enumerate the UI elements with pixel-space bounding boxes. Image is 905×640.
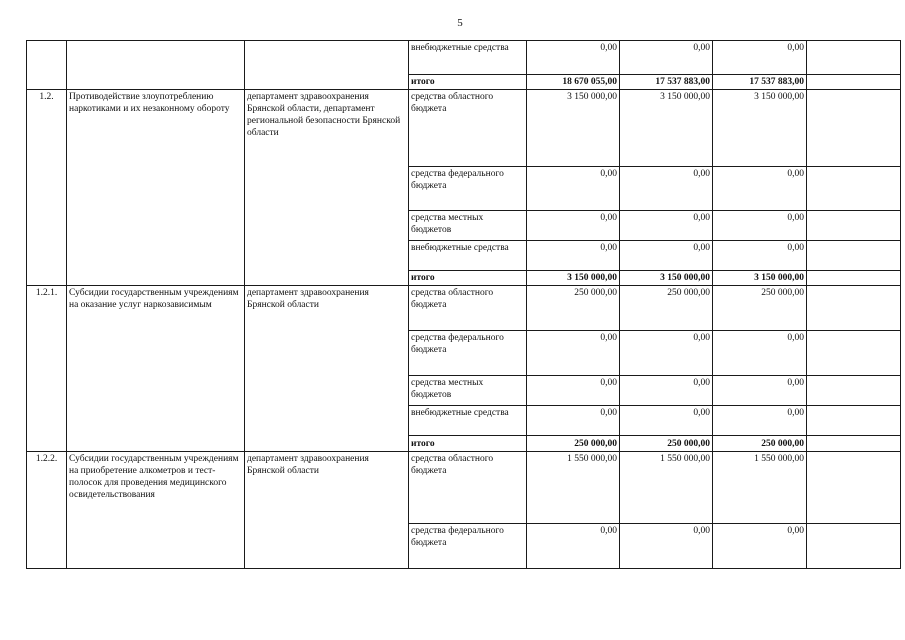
value-cell: 0,00 [527, 241, 620, 271]
section-title: Субсидии государственным учреждениям на приобретение алкометров и тест-полосок для проведения медицинского освидетельствования [67, 452, 245, 569]
table-row [27, 90, 901, 167]
empty-cell [807, 41, 901, 75]
value-cell: 1 550 000,00 [713, 452, 807, 524]
value-cell: 0,00 [620, 406, 713, 436]
source-cell: итого [409, 75, 527, 90]
value-cell: 0,00 [527, 524, 620, 569]
value-cell: 0,00 [713, 41, 807, 75]
empty-cell [807, 376, 901, 406]
value-cell: 0,00 [620, 211, 713, 241]
value-cell: 0,00 [527, 167, 620, 211]
value-cell: 0,00 [713, 167, 807, 211]
value-cell: 250 000,00 [713, 286, 807, 331]
value-cell: 0,00 [713, 211, 807, 241]
table-row [27, 286, 901, 331]
value-cell: 0,00 [620, 376, 713, 406]
value-cell: 1 550 000,00 [620, 452, 713, 524]
value-cell: 3 150 000,00 [713, 271, 807, 286]
empty-cell [807, 90, 901, 167]
source-cell: итого [409, 436, 527, 452]
value-cell: 0,00 [527, 41, 620, 75]
section-code: 1.2. [27, 90, 67, 286]
value-cell: 17 537 883,00 [620, 75, 713, 90]
value-cell: 17 537 883,00 [713, 75, 807, 90]
section-executor: департамент здравоохранения Брянской области [245, 452, 409, 569]
empty-cell [807, 331, 901, 376]
empty-cell [807, 406, 901, 436]
value-cell: 0,00 [713, 524, 807, 569]
empty-cell [807, 75, 901, 90]
value-cell: 3 150 000,00 [620, 271, 713, 286]
page-number: 5 [457, 17, 463, 29]
value-cell: 0,00 [713, 406, 807, 436]
source-cell: средства областного бюджета [409, 90, 527, 167]
section-code: 1.2.2. [27, 452, 67, 569]
value-cell: 3 150 000,00 [527, 90, 620, 167]
empty-cell [807, 524, 901, 569]
source-cell: средства местных бюджетов [409, 376, 527, 406]
value-cell: 0,00 [620, 167, 713, 211]
source-cell: средства местных бюджетов [409, 211, 527, 241]
source-cell: итого [409, 271, 527, 286]
code-cell [27, 41, 67, 90]
source-cell: средства федерального бюджета [409, 524, 527, 569]
value-cell: 0,00 [527, 331, 620, 376]
value-cell: 250 000,00 [620, 286, 713, 331]
source-cell: средства федерального бюджета [409, 167, 527, 211]
section-title: Субсидии государственным учреждениям на оказание услуг наркозависимым [67, 286, 245, 452]
empty-cell [807, 452, 901, 524]
source-cell: средства областного бюджета [409, 286, 527, 331]
source-cell: средства областного бюджета [409, 452, 527, 524]
section-title: Противодействие злоупотреблению наркотиками и их незаконному обороту [67, 90, 245, 286]
value-cell: 0,00 [620, 241, 713, 271]
value-cell: 250 000,00 [620, 436, 713, 452]
value-cell: 1 550 000,00 [527, 452, 620, 524]
table-row [27, 41, 901, 75]
source-cell: внебюджетные средства [409, 241, 527, 271]
empty-cell [807, 286, 901, 331]
executor-cell [245, 41, 409, 90]
value-cell: 3 150 000,00 [713, 90, 807, 167]
value-cell: 250 000,00 [527, 436, 620, 452]
value-cell: 0,00 [620, 331, 713, 376]
value-cell: 3 150 000,00 [527, 271, 620, 286]
source-cell: внебюджетные средства [409, 41, 527, 75]
empty-cell [807, 436, 901, 452]
value-cell: 0,00 [527, 376, 620, 406]
source-cell: внебюджетные средства [409, 406, 527, 436]
section-code: 1.2.1. [27, 286, 67, 452]
empty-cell [807, 241, 901, 271]
value-cell: 0,00 [713, 331, 807, 376]
empty-cell [807, 211, 901, 241]
section-executor: департамент здравоохранения Брянской области [245, 286, 409, 452]
value-cell: 250 000,00 [713, 436, 807, 452]
source-cell: средства федерального бюджета [409, 331, 527, 376]
table-row [27, 452, 901, 524]
value-cell: 18 670 055,00 [527, 75, 620, 90]
value-cell: 0,00 [620, 524, 713, 569]
empty-cell [807, 271, 901, 286]
value-cell: 3 150 000,00 [620, 90, 713, 167]
empty-cell [807, 167, 901, 211]
value-cell: 0,00 [620, 41, 713, 75]
section-executor: департамент здравоохранения Брянской области, департамент региональной безопасности Брянской области [245, 90, 409, 286]
budget-table [26, 40, 901, 569]
value-cell: 0,00 [713, 376, 807, 406]
title-cell [67, 41, 245, 90]
value-cell: 0,00 [527, 211, 620, 241]
value-cell: 250 000,00 [527, 286, 620, 331]
value-cell: 0,00 [527, 406, 620, 436]
value-cell: 0,00 [713, 241, 807, 271]
